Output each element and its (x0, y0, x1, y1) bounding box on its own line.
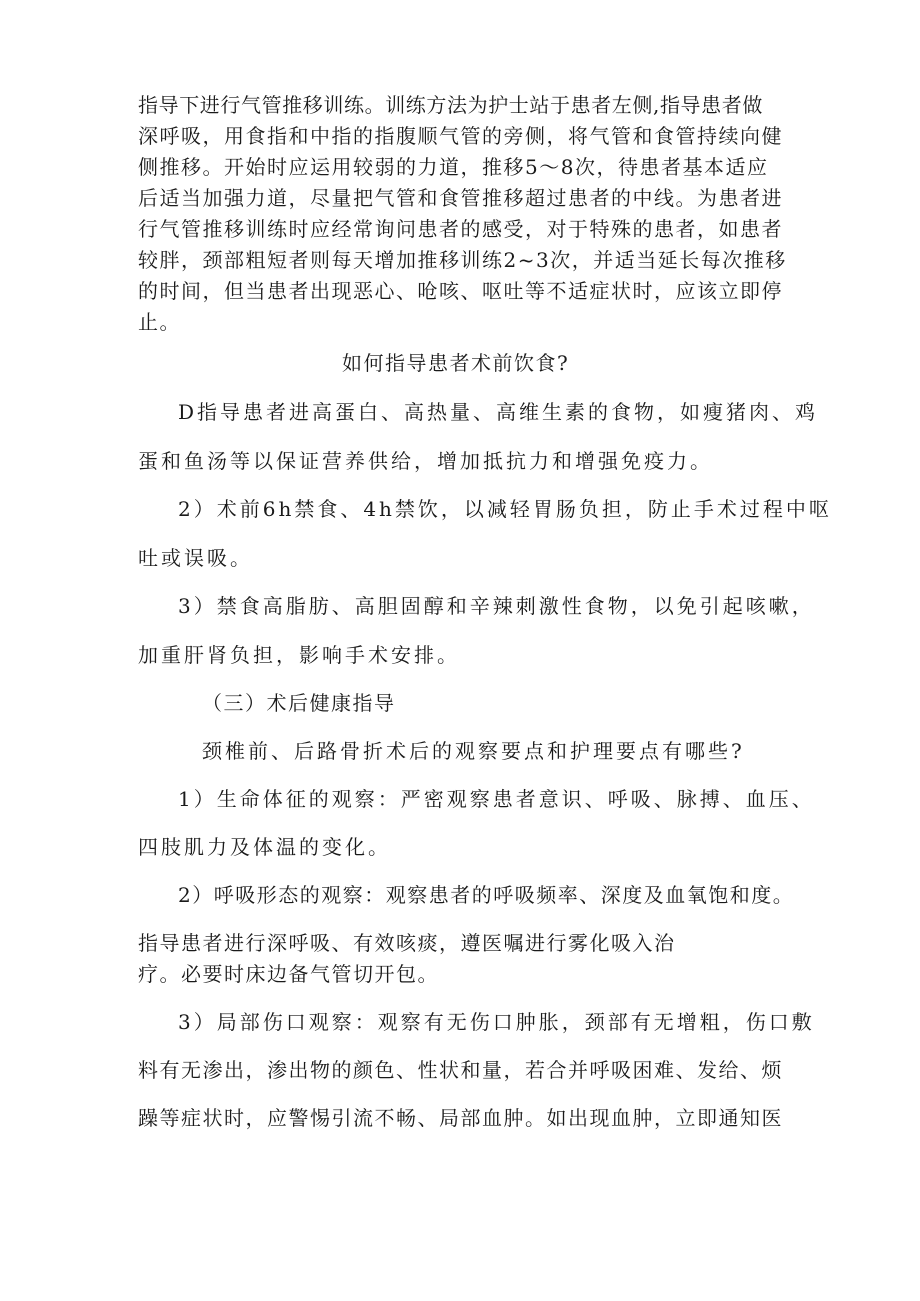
list-item: 四肢肌力及体温的变化。 (138, 835, 391, 859)
paragraph-line: 的时间，但当患者出现恶心、呛咳、呕吐等不适症状时，应该立即停 (138, 279, 783, 303)
question-heading: 颈椎前、后路骨折术后的观察要点和护理要点有哪些? (202, 739, 745, 763)
list-item: 吐或误吸。 (138, 546, 253, 570)
paragraph-line: 较胖，颈部粗短者则每天增加推移训练2~3次，并适当延长每次推移 (138, 248, 787, 272)
list-item: 3）局部伤口观察：观察有无伤口肿胀，颈部有无增粗，伤口敷 (178, 1010, 815, 1034)
list-item: 料有无渗出，渗出物的颜色、性状和量，若合并呼吸困难、发给、烦 (138, 1058, 783, 1082)
list-item: 蛋和鱼汤等以保证营养供给，增加抵抗力和增强免疫力。 (138, 449, 713, 473)
paragraph-line: 指导下进行气管推移训练。训练方法为护士站于患者左侧,指导患者做 (138, 93, 763, 117)
paragraph-line: 止。 (138, 310, 181, 334)
paragraph-line: 行气管推移训练时应经常询问患者的感受，对于特殊的患者，如患者 (138, 217, 783, 241)
list-item: 3）禁食高脂肪、高胆固醇和辛辣刺激性食物，以免引起咳嗽， (178, 594, 815, 618)
list-item: 1）生命体征的观察：严密观察患者意识、呼吸、脉搏、血压、 (178, 787, 815, 811)
paragraph-line: 后适当加强力道，尽量把气管和食管推移超过患者的中线。为患者进 (138, 186, 783, 210)
list-item: 指导患者进行深呼吸、有效咳痰，遵医嘱进行雾化吸入治 (138, 931, 676, 955)
paragraph-line: 深呼吸，用食指和中指的指腹顺气管的旁侧，将气管和食管持续向健 (138, 124, 783, 148)
list-item: 2）呼吸形态的观察：观察患者的呼吸频率、深度及血氧饱和度。 (178, 883, 795, 907)
list-item: 疗。必要时床边备气管切开包。 (138, 962, 439, 986)
paragraph-line: 侧推移。开始时应运用较弱的力道，推移5～8次，待患者基本适应 (138, 155, 769, 179)
list-item: D指导患者进高蛋白、高热量、高维生素的食物，如瘦猪肉、鸡 (178, 400, 819, 424)
section-title: （三）术后健康指导 (202, 691, 396, 715)
list-item: 加重肝肾负担，影响手术安排。 (138, 643, 460, 667)
question-heading: 如何指导患者术前饮食? (342, 351, 570, 375)
list-item: 躁等症状时，应警惕引流不畅、局部血肿。如出现血肿，立即通知医 (138, 1106, 783, 1130)
list-item: 2）术前6h禁食、4h禁饮，以减轻胃肠负担，防止手术过程中呕 (178, 497, 832, 521)
